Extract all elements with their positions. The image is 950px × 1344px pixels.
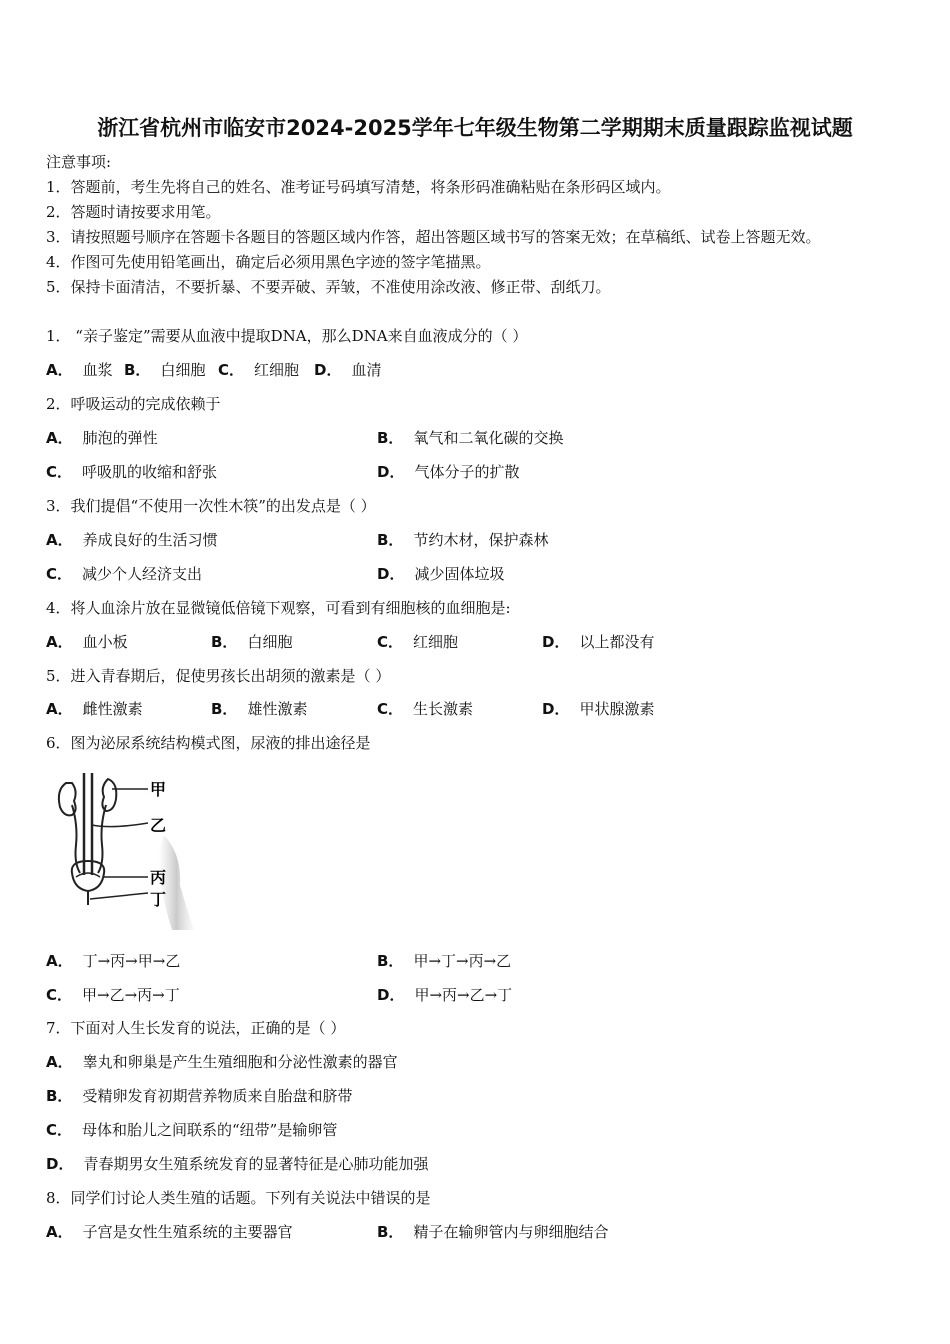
option-text: 丁→丙→甲→乙 [82, 952, 181, 970]
option-letter: A． [46, 700, 73, 718]
notice-item: 4．作图可先使用铅笔画出，确定后必须用黑色字迹的签字笔描黑。 [46, 253, 491, 271]
label-yi: 乙 [150, 816, 167, 835]
option-b [377, 428, 563, 448]
option-a [46, 428, 158, 448]
option-text: 红细胞 [413, 633, 459, 651]
option-text: 以上都没有 [579, 633, 655, 651]
label-jia: 甲 [150, 780, 167, 799]
option-letter: D． [542, 633, 570, 651]
option-text: 白细胞 [247, 633, 293, 651]
option-text: 白细胞 [160, 361, 206, 379]
option-text: 甲→丙→乙→丁 [414, 986, 513, 1004]
option-c [46, 985, 180, 1005]
option-text: 节约木材，保护森林 [413, 531, 549, 549]
option-letter: B． [124, 361, 151, 379]
option-letter: A． [46, 531, 73, 549]
option-c [46, 462, 217, 482]
question-stem: 3．我们提倡“不使用一次性木筷”的出发点是（ ） [46, 497, 376, 515]
question-stem: 1． “亲子鉴定”需要从血液中提取DNA，那么DNA来自血液成分的（ ） [46, 327, 528, 345]
option-letter: C． [377, 633, 404, 651]
option-letter: A． [46, 361, 73, 379]
option-a [46, 1222, 293, 1242]
option-text: 血浆 [82, 361, 113, 379]
option-letter: C． [46, 565, 73, 583]
option-text: 氧气和二氧化碳的交换 [413, 429, 564, 447]
option-d [377, 462, 519, 482]
leader-line [92, 823, 148, 827]
option-text: 精子在输卵管内与卵细胞结合 [413, 1223, 609, 1241]
notice-item: 5．保持卡面清洁，不要折暴、不要弄破、弄皱，不准使用涂改液、修正带、刮纸刀。 [46, 278, 611, 296]
option-letter: A． [46, 429, 73, 447]
option-letter: D． [377, 986, 405, 1004]
option-a [46, 632, 128, 652]
option-text: 减少个人经济支出 [82, 565, 203, 583]
option-d [46, 1154, 428, 1174]
option-text: 红细胞 [254, 361, 300, 379]
option-letter: C． [46, 1121, 73, 1139]
option-d [542, 699, 654, 719]
option-b [211, 632, 292, 652]
option-text: 血清 [351, 361, 382, 379]
option-letter: B． [211, 700, 238, 718]
option-letter: C． [218, 361, 245, 379]
option-letter: A． [46, 633, 73, 651]
option-letter: B． [377, 952, 404, 970]
option-text: 甲→乙→丙→丁 [82, 986, 180, 1004]
option-b [46, 1086, 352, 1106]
option-letter: C． [46, 986, 73, 1004]
option-letter: B． [211, 633, 238, 651]
option-b [124, 360, 205, 380]
option-letter: D． [377, 463, 405, 481]
notice-item: 1．答题前，考生先将自己的姓名、准考证号码填写清楚，将条形码准确粘贴在条形码区域内。 [46, 178, 671, 196]
option-a [46, 951, 180, 971]
right-kidney [102, 779, 116, 811]
option-d [314, 360, 381, 380]
notice-item: 2．答题时请按要求用笔。 [46, 203, 221, 221]
option-letter: B． [46, 1087, 73, 1105]
option-c [218, 360, 299, 380]
leader-line [90, 893, 148, 899]
option-b [377, 530, 548, 550]
option-letter: C． [377, 700, 404, 718]
option-text: 呼吸肌的收缩和舒张 [82, 463, 218, 481]
option-text: 肺泡的弹性 [82, 429, 158, 447]
option-letter: A． [46, 1053, 73, 1071]
option-text: 母体和胎儿之间联系的“纽带”是输卵管 [82, 1121, 338, 1139]
option-letter: D． [542, 700, 570, 718]
option-letter: B． [377, 1223, 404, 1241]
option-text: 受精卵发育初期营养物质来自胎盘和脐带 [82, 1087, 353, 1105]
option-d [377, 564, 504, 584]
option-text: 睾丸和卵巢是产生生殖细胞和分泌性激素的器官 [82, 1053, 398, 1071]
option-text: 生长激素 [413, 700, 474, 718]
option-a [46, 530, 218, 550]
option-b [377, 951, 511, 971]
option-a [46, 1052, 398, 1072]
option-text: 子宫是女性生殖系统的主要器官 [82, 1223, 293, 1241]
aorta-vein [84, 773, 92, 875]
option-text: 减少固体垃圾 [414, 565, 505, 583]
option-letter: D． [314, 361, 342, 379]
question-stem: 6．图为泌尿系统结构模式图，尿液的排出途径是 [46, 734, 371, 752]
option-d [542, 632, 654, 652]
option-c [46, 1120, 337, 1140]
page-title: 浙江省杭州市临安市2024-2025学年七年级生物第二学期期末质量跟踪监视试题 [97, 116, 853, 140]
option-text: 雌性激素 [82, 700, 143, 718]
option-b [211, 699, 307, 719]
label-ding: 丁 [150, 890, 167, 909]
question-stem: 4．将人血涂片放在显微镜低倍镜下观察，可看到有细胞核的血细胞是: [46, 599, 511, 617]
option-c [46, 564, 202, 584]
question-stem: 5．进入青春期后，促使男孩长出胡须的激素是（ ） [46, 667, 391, 685]
notice-item: 3．请按照题号顺序在答题卡各题目的答题区域内作答，超出答题区域书写的答案无效；在草稿纸、试卷上答题无效。 [46, 228, 821, 246]
option-c [377, 632, 458, 652]
option-letter: C． [46, 463, 73, 481]
option-letter: A． [46, 1223, 73, 1241]
option-letter: A． [46, 952, 73, 970]
option-letter: B． [377, 531, 404, 549]
option-text: 甲状腺激素 [579, 700, 655, 718]
option-text: 血小板 [82, 633, 128, 651]
bladder-detail [76, 873, 100, 877]
option-text: 雄性激素 [247, 700, 308, 718]
option-c [377, 699, 473, 719]
option-a [46, 699, 143, 719]
option-letter: B． [377, 429, 404, 447]
option-text: 养成良好的生活习惯 [82, 531, 218, 549]
question-stem: 8．同学们讨论人类生殖的话题。下列有关说法中错误的是 [46, 1189, 431, 1207]
question-stem: 2．呼吸运动的完成依赖于 [46, 395, 221, 413]
option-text: 青春期男女生殖系统发育的显著特征是心肺功能加强 [83, 1155, 429, 1173]
option-text: 气体分子的扩散 [414, 463, 520, 481]
label-bing: 丙 [150, 868, 167, 887]
option-text: 甲→丁→丙→乙 [413, 952, 512, 970]
option-letter: D． [46, 1155, 74, 1173]
option-letter: D． [377, 565, 405, 583]
notice-heading: 注意事项: [46, 153, 112, 171]
option-a [46, 360, 113, 380]
urinary-system-diagram [52, 765, 202, 930]
option-b [377, 1222, 608, 1242]
option-d [377, 985, 512, 1005]
question-stem: 7．下面对人生长发育的说法，正确的是（ ） [46, 1019, 346, 1037]
